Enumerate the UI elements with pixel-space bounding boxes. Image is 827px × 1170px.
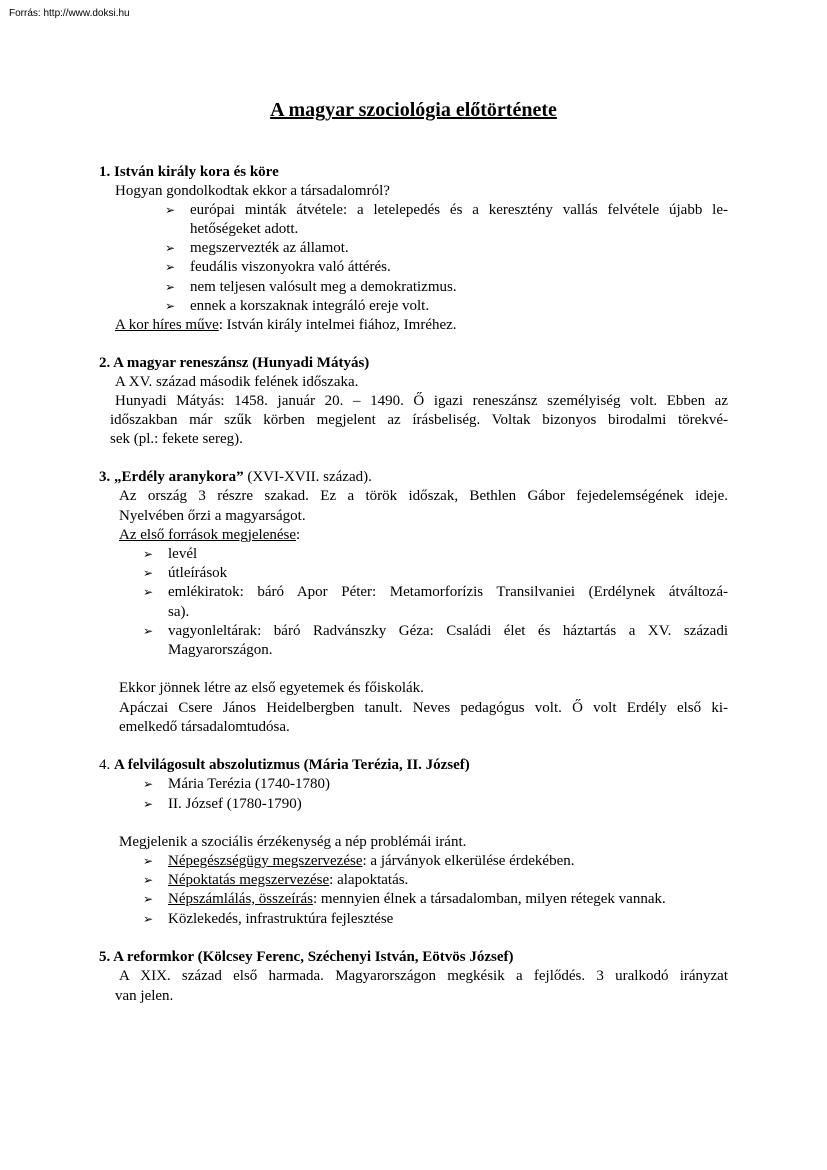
- paragraph-line: van jelen.: [115, 988, 174, 1004]
- bullet-arrow-icon: ➢: [143, 854, 154, 868]
- bullet-arrow-icon: ➢: [165, 299, 176, 313]
- list-item: Népegészségügy megszervezése: a járványok elkerülése érdekében.: [168, 853, 575, 869]
- paragraph-line: időszakban már szűk körben megjelent az írásbeliség. Voltak bizonyos birodalmi törekvé-: [110, 412, 728, 428]
- section-3-period: (XVI-XVII. század).: [243, 469, 372, 485]
- bullet-arrow-icon: ➢: [143, 912, 154, 926]
- paragraph-line: Nyelvében őrzi a magyarságot.: [119, 508, 306, 524]
- famous-work-text: : István király intelmei fiához, Imréhez.: [218, 317, 457, 333]
- list-item: nem teljesen valósult meg a demokratizmus.: [190, 279, 457, 295]
- list-item: Mária Terézia (1740-1780): [168, 776, 330, 792]
- sources-heading-line: Az első források megjelenése:: [119, 527, 301, 543]
- sources-label: Az első források megjelenése: [119, 527, 297, 543]
- list-item-cont: sa).: [168, 604, 190, 620]
- section-1-question: Hogyan gondolkodtak ekkor a társadalomról?: [115, 183, 390, 199]
- bullet-arrow-icon: ➢: [165, 280, 176, 294]
- section-2-heading: 2. A magyar reneszánsz (Hunyadi Mátyás): [99, 355, 370, 371]
- bullet-arrow-icon: ➢: [143, 797, 154, 811]
- bullet-arrow-icon: ➢: [143, 547, 154, 561]
- section-4-number: 4.: [99, 757, 114, 773]
- list-item: megszervezték az államot.: [190, 240, 349, 256]
- list-item-cont: hetőségeket adott.: [190, 221, 299, 237]
- famous-work-label: A kor híres műve: [115, 317, 219, 333]
- bullet-arrow-icon: ➢: [143, 873, 154, 887]
- paragraph-line: Apáczai Csere János Heidelbergben tanult. Neves pedagógus volt. Ő volt Erdély első ki-: [119, 700, 728, 716]
- section-5-heading: 5. A reformkor (Kölcsey Ferenc, Széchenyi István, Eötvös József): [99, 949, 514, 965]
- list-item: emlékiratok: báró Apor Péter: Metamorforízis Transilvaniei (Erdélynek átváltozá-: [168, 584, 728, 600]
- bullet-arrow-icon: ➢: [143, 777, 154, 791]
- bullet-arrow-icon: ➢: [143, 566, 154, 580]
- list-item: ennek a korszaknak integráló ereje volt.: [190, 298, 430, 314]
- list-item: Közlekedés, infrastruktúra fejlesztése: [168, 911, 394, 927]
- section-3-heading: 3. „Erdély aranykora”: [99, 469, 244, 485]
- bullet-arrow-icon: ➢: [143, 892, 154, 906]
- source-url: Forrás: http://www.doksi.hu: [9, 8, 130, 19]
- paragraph-line: Ekkor jönnek létre az első egyetemek és főiskolák.: [119, 680, 424, 696]
- paragraph-line: emelkedő társadalomtudósa.: [119, 719, 290, 735]
- paragraph-line: A XV. század második felének időszaka.: [115, 374, 359, 390]
- list-item: útleírások: [168, 565, 228, 581]
- list-item: Népszámlálás, összeírás: mennyien élnek a társadalomban, milyen rétegek vannak.: [168, 891, 666, 907]
- list-item: vagyonleltárak: báró Radvánszky Géza: Családi élet és háztartás a XV. századi: [168, 623, 728, 639]
- list-item: feudális viszonyokra való áttérés.: [190, 259, 391, 275]
- page-title: A magyar szociológia előtörténete: [270, 99, 557, 121]
- bullet-arrow-icon: ➢: [143, 624, 154, 638]
- list-item-cont: Magyarországon.: [168, 642, 273, 658]
- list-item: II. József (1780-1790): [168, 796, 302, 812]
- bullet-arrow-icon: ➢: [165, 241, 176, 255]
- paragraph-line: Az ország 3 részre szakad. Ez a török időszak, Bethlen Gábor fejedelemségének ideje.: [119, 488, 728, 504]
- section-3-heading-line: [99, 468, 372, 487]
- bullet-arrow-icon: ➢: [165, 203, 176, 217]
- list-item: levél: [168, 546, 198, 562]
- paragraph-line: Megjelenik a szociális érzékenység a nép problémái iránt.: [119, 834, 467, 850]
- paragraph-line: A XIX. század első harmada. Magyarországon megkésik a fejlődés. 3 uralkodó irányzat: [119, 968, 728, 984]
- famous-work-line: [115, 316, 457, 335]
- section-4-heading-line: [99, 756, 470, 775]
- section-1-heading: 1. István király kora és köre: [99, 164, 279, 180]
- bullet-arrow-icon: ➢: [165, 260, 176, 274]
- list-item: Népoktatás megszervezése: alapoktatás.: [168, 872, 409, 888]
- bullet-arrow-icon: ➢: [143, 585, 154, 599]
- list-item: európai minták átvétele: a letelepedés és a keresztény vallás felvétele újabb le-: [190, 202, 728, 218]
- section-4-heading: A felvilágosult abszolutizmus (Mária Terézia, II. József): [114, 757, 470, 773]
- paragraph-line: Hunyadi Mátyás: 1458. január 20. – 1490. Ő igazi reneszánsz személyiség volt. Ebben az: [115, 393, 728, 409]
- paragraph-line: sek (pl.: fekete sereg).: [110, 431, 243, 447]
